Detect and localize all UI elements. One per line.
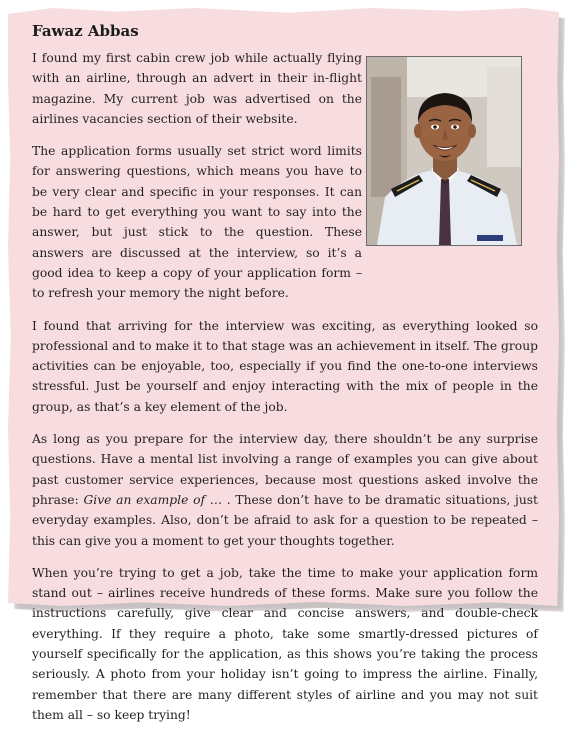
portrait-photo: [366, 56, 522, 246]
paragraph-1: I found my first cabin crew job while actually flying with an airline, through an advert in their in-flight magazine. My current job was advertised on the airlines vacancies section of their website.: [32, 51, 362, 126]
paragraph-4-text-before: As long as you prepare for the interview day, there shouldn’t be any surprise questions. Have a mental list involving a range of examples you can give about past customer service experiences, because most questions asked involve the phrase:: [32, 432, 538, 507]
paragraph-4-text-after: These don’t have to be dramatic situations, just everyday examples. Also, don’t be afraid to ask for a question to be repeated – this can give you a moment to get your thoughts together.: [32, 492, 538, 548]
paragraph-4: [32, 429, 538, 551]
intro-text: [32, 48, 362, 304]
paragraph-2: The application forms usually set strict word limits for answering questions, which means you have to be very clear and specific in your responses. It can be hard to get everything you want to say into the answer, but just stick to the question. These answers are discussed at the interview, so it’s a good idea to keep a copy of your application form – to refresh your memory the night before.: [32, 144, 362, 301]
intro-section: [32, 48, 538, 304]
article-title: Fawaz Abbas: [32, 22, 139, 40]
paragraph-5: When you’re trying to get a job, take the time to make your application form stand out – airlines receive hundreds of these forms. Make sure you follow the instructions carefully, give clear and concise answers, and double-check everything. If they require a photo, take some smartly-dressed pictures of yourself specifically for the application, as this shows you’re taking the process seriously. A photo from your holiday isn’t going to impress the airline. Finally, remember that there are many different styles of airline and you may not suit them all – so keep trying!: [32, 565, 538, 722]
paragraph-4-emphasis: Give an example of … .: [83, 492, 231, 507]
paragraph-3: I found that arriving for the interview was exciting, as everything looked so professional and to make it to that stage was an achievement in itself. The group activities can be enjoyable, too, especially if you find the one-to-one interviews stressful. Just be yourself and enjoy interacting with the mix of people in the group, as that’s a key element of the job.: [32, 318, 538, 414]
article-content: [32, 18, 538, 737]
